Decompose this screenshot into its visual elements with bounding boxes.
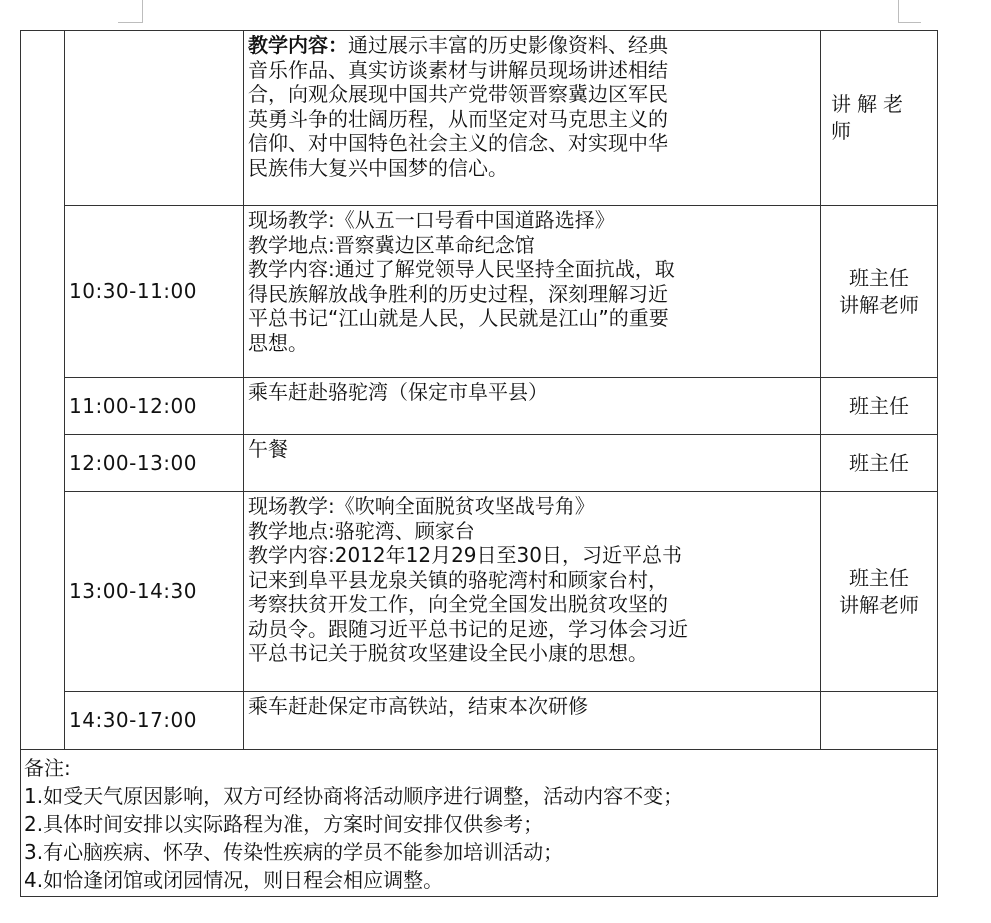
notes-cell [21,750,938,897]
content-line: 考察扶贫开发工作，向全党全国发出脱贫攻坚的 [248,592,668,616]
content-line: 动员令。跟随习近平总书记的足迹，学习体会习近 [248,616,688,641]
content-cell [244,378,821,435]
content-line: 教学地点:骆驼湾、顾家台 [248,518,475,543]
person-line: 讲解老师 [839,592,919,617]
time-cell: 14:30-17:00 [65,692,244,750]
content-cell [244,206,821,378]
day-column-cell [21,31,65,750]
table-row [21,378,938,435]
content-line: 记来到阜平县龙泉关镇的骆驼湾村和顾家台村， [248,567,668,592]
notes-row [21,750,938,897]
person-line: 讲解老师 [839,292,919,317]
time-cell: 13:00-14:30 [65,492,244,692]
person-line: 班主任 [849,265,909,290]
content-line: 得民族解放战争胜利的历史过程，深刻理解习近 [248,281,668,306]
note-item: 4.如恰逢闭馆或闭园情况，则日程会相应调整。 [24,868,444,892]
table-row [21,31,938,206]
content-line: 合，向观众展现中国共产党带领晋察冀边区军民 [248,82,668,106]
crop-mark-top-right [898,0,921,23]
person-cell [821,435,938,492]
person-line: 班主任 [849,450,909,475]
person-cell [821,206,938,378]
content-line: 音乐作品、真实访谈素材与讲解员现场讲述相结 [248,57,668,82]
content-label: 教学内容： [248,33,348,57]
time-cell [65,31,244,206]
content-cell [244,31,821,206]
schedule-table [20,30,938,897]
content-line: 教学内容:2012年12月29日至30日，习近平总书 [248,543,682,567]
person-line: 讲解老 [831,92,909,116]
content-line: 乘车赶赴保定市高铁站，结束本次研修 [248,694,588,718]
crop-mark-top-left [118,0,143,23]
person-line: 班主任 [849,393,909,418]
table-row [21,435,938,492]
content-line: 信仰、对中国特色社会主义的信念、对实现中华 [248,131,668,155]
content-line: 乘车赶赴骆驼湾（保定市阜平县） [248,380,548,404]
notes-title: 备注: [24,756,71,780]
content-line: 教学内容：通过展示丰富的历史影像资料、经典 [248,33,668,57]
note-item: 1.如受天气原因影响，双方可经协商将活动顺序进行调整，活动内容不变； [24,784,684,808]
time-cell: 10:30-11:00 [65,206,244,378]
person-cell [821,692,938,750]
content-line: 平总书记关于脱贫攻坚建设全民小康的思想。 [248,641,648,665]
content-line: 现场教学:《吹响全面脱贫攻坚战号角》 [248,494,595,518]
content-line: 现场教学:《从五一口号看中国道路选择》 [248,208,615,232]
person-cell [821,31,938,206]
person-line: 班主任 [849,565,909,590]
content-line: 平总书记“江山就是人民，人民就是江山”的重要 [248,306,669,330]
content-line: 思想。 [248,330,308,355]
content-cell [244,492,821,692]
person-line: 师 [831,119,851,143]
table-row [21,206,938,378]
content-line: 英勇斗争的壮阔历程，从而坚定对马克思主义的 [248,106,668,131]
note-item: 3.有心脑疾病、怀孕、传染性疾病的学员不能参加培训活动； [24,840,564,864]
person-cell [821,492,938,692]
table-row [21,492,938,692]
content-line: 民族伟大复兴中国梦的信心。 [248,155,508,180]
time-cell: 12:00-13:00 [65,435,244,492]
time-cell: 11:00-12:00 [65,378,244,435]
content-cell [244,692,821,750]
content-line: 午餐 [248,437,288,461]
note-item: 2.具体时间安排以实际路程为准，方案时间安排仅供参考； [24,812,544,836]
content-line: 教学地点:晋察冀边区革命纪念馆 [248,232,535,257]
person-cell [821,378,938,435]
table-row [21,692,938,750]
content-cell [244,435,821,492]
content-line: 教学内容:通过了解党领导人民坚持全面抗战，取 [248,257,675,281]
